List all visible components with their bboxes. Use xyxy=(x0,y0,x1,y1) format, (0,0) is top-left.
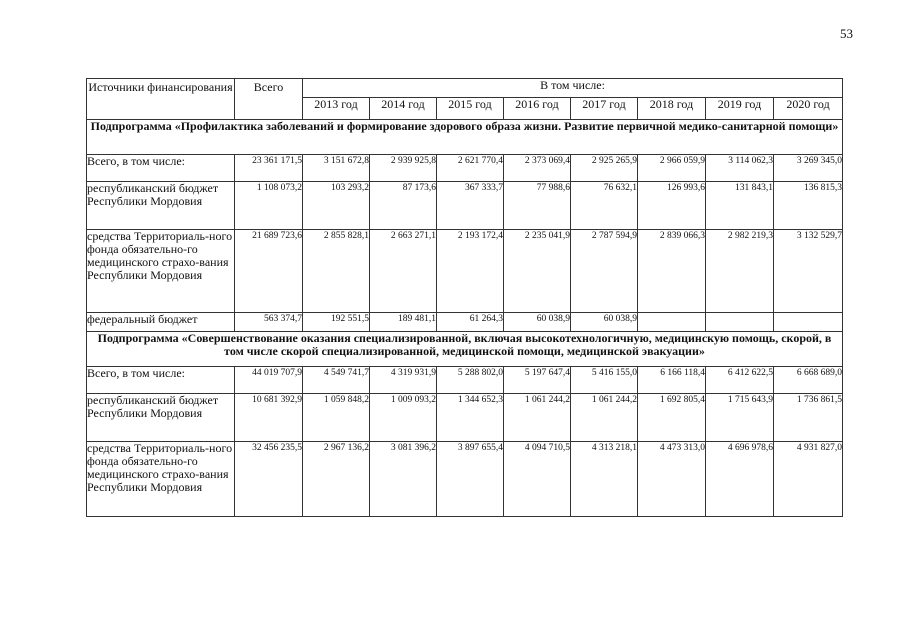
source-label: средства Территориаль-ного фонда обязательно-го медицинского страхо-вания Республики Мордовия xyxy=(87,442,235,517)
year-value-cell: 4 931 827,0 xyxy=(774,442,843,517)
year-value-cell: 3 897 655,4 xyxy=(437,442,504,517)
year-value-cell: 131 843,1 xyxy=(706,182,774,230)
total-cell: 23 361 171,5 xyxy=(235,155,303,182)
source-label: Всего, в том числе: xyxy=(87,367,235,394)
page-number: 53 xyxy=(840,26,853,41)
year-value-cell: 2 621 770,4 xyxy=(437,155,504,182)
year-value-cell: 4 319 931,9 xyxy=(370,367,437,394)
year-value-cell: 4 094 710,5 xyxy=(504,442,571,517)
year-value-cell: 2 925 265,9 xyxy=(571,155,638,182)
year-value-cell: 2 966 059,9 xyxy=(638,155,706,182)
year-value-cell: 77 988,6 xyxy=(504,182,571,230)
header-sources: Источники финансирования xyxy=(87,79,235,120)
source-label: средства Территориаль-ного фонда обязательно-го медицинского страхо-вания Республики Мордовия xyxy=(87,230,235,313)
table-row xyxy=(87,367,843,394)
year-value-cell: 87 173,6 xyxy=(370,182,437,230)
section-title: Подпрограмма «Профилактика заболеваний и формирование здорового образа жизни. Развитие первичной медико-санитарной помощи» xyxy=(87,120,843,155)
year-value-cell: 6 668 689,0 xyxy=(774,367,843,394)
year-value-cell: 1 715 643,9 xyxy=(706,394,774,442)
source-label: Всего, в том числе: xyxy=(87,155,235,182)
year-value-cell: 2 373 069,4 xyxy=(504,155,571,182)
year-value-cell: 5 197 647,4 xyxy=(504,367,571,394)
header-total: Всего xyxy=(235,79,303,120)
year-value-cell: 103 293,2 xyxy=(303,182,370,230)
year-value-cell: 4 473 313,0 xyxy=(638,442,706,517)
year-value-cell: 2 193 172,4 xyxy=(437,230,504,313)
year-value-cell: 3 151 672,8 xyxy=(303,155,370,182)
year-value-cell: 367 333,7 xyxy=(437,182,504,230)
year-value-cell: 1 009 093,2 xyxy=(370,394,437,442)
table-row xyxy=(87,182,843,230)
source-label: федеральный бюджет xyxy=(87,313,235,332)
year-value-cell xyxy=(774,313,843,332)
year-value-cell: 192 551,5 xyxy=(303,313,370,332)
total-cell: 21 689 723,6 xyxy=(235,230,303,313)
year-value-cell: 136 815,3 xyxy=(774,182,843,230)
year-value-cell xyxy=(706,313,774,332)
year-value-cell: 2 663 271,1 xyxy=(370,230,437,313)
year-value-cell: 3 269 345,0 xyxy=(774,155,843,182)
year-value-cell: 6 166 118,4 xyxy=(638,367,706,394)
year-header: 2014 год xyxy=(370,98,437,120)
year-header: 2013 год xyxy=(303,98,370,120)
year-value-cell: 1 059 848,2 xyxy=(303,394,370,442)
year-value-cell: 6 412 622,5 xyxy=(706,367,774,394)
year-value-cell: 4 313 218,1 xyxy=(571,442,638,517)
year-value-cell: 3 114 062,3 xyxy=(706,155,774,182)
year-value-cell: 2 839 066,3 xyxy=(638,230,706,313)
table-row xyxy=(87,442,843,517)
year-value-cell: 4 549 741,7 xyxy=(303,367,370,394)
table-row xyxy=(87,230,843,313)
year-header: 2015 год xyxy=(437,98,504,120)
total-cell: 563 374,7 xyxy=(235,313,303,332)
source-label: республиканский бюджет Республики Мордовия xyxy=(87,394,235,442)
financing-table xyxy=(86,78,843,517)
header-row xyxy=(87,79,843,98)
year-value-cell: 76 632,1 xyxy=(571,182,638,230)
year-value-cell: 2 939 925,8 xyxy=(370,155,437,182)
year-value-cell: 4 696 978,6 xyxy=(706,442,774,517)
year-value-cell: 1 061 244,2 xyxy=(504,394,571,442)
year-value-cell: 1 692 805,4 xyxy=(638,394,706,442)
table-row xyxy=(87,313,843,332)
year-value-cell: 3 081 396,2 xyxy=(370,442,437,517)
year-header: 2020 год xyxy=(774,98,843,120)
total-cell: 44 019 707,9 xyxy=(235,367,303,394)
year-value-cell: 60 038,9 xyxy=(571,313,638,332)
section-row xyxy=(87,120,843,155)
year-value-cell: 2 967 136,2 xyxy=(303,442,370,517)
year-header: 2019 год xyxy=(706,98,774,120)
year-value-cell: 1 061 244,2 xyxy=(571,394,638,442)
year-value-cell: 2 982 219,3 xyxy=(706,230,774,313)
header-including: В том числе: xyxy=(303,79,843,98)
source-label: республиканский бюджет Республики Мордовия xyxy=(87,182,235,230)
year-value-cell xyxy=(638,313,706,332)
table-row xyxy=(87,155,843,182)
total-cell: 32 456 235,5 xyxy=(235,442,303,517)
year-value-cell: 61 264,3 xyxy=(437,313,504,332)
year-value-cell: 60 038,9 xyxy=(504,313,571,332)
total-cell: 10 681 392,9 xyxy=(235,394,303,442)
year-value-cell: 5 288 802,0 xyxy=(437,367,504,394)
year-value-cell: 1 736 861,5 xyxy=(774,394,843,442)
table-row xyxy=(87,394,843,442)
year-value-cell: 126 993,6 xyxy=(638,182,706,230)
year-value-cell: 1 344 652,3 xyxy=(437,394,504,442)
section-row xyxy=(87,332,843,367)
year-value-cell: 5 416 155,0 xyxy=(571,367,638,394)
year-header: 2018 год xyxy=(638,98,706,120)
year-value-cell: 189 481,1 xyxy=(370,313,437,332)
year-header: 2016 год xyxy=(504,98,571,120)
year-value-cell: 2 787 594,9 xyxy=(571,230,638,313)
section-title: Подпрограмма «Совершенствование оказания специализированной, включая высокотехнологичную, медицинскую помощь, скорой, в том числе скорой специализированной, медицинской помощи, медицинской эвакуации» xyxy=(87,332,843,367)
year-value-cell: 2 855 828,1 xyxy=(303,230,370,313)
year-value-cell: 2 235 041,9 xyxy=(504,230,571,313)
total-cell: 1 108 073,2 xyxy=(235,182,303,230)
year-header: 2017 год xyxy=(571,98,638,120)
year-value-cell: 3 132 529,7 xyxy=(774,230,843,313)
